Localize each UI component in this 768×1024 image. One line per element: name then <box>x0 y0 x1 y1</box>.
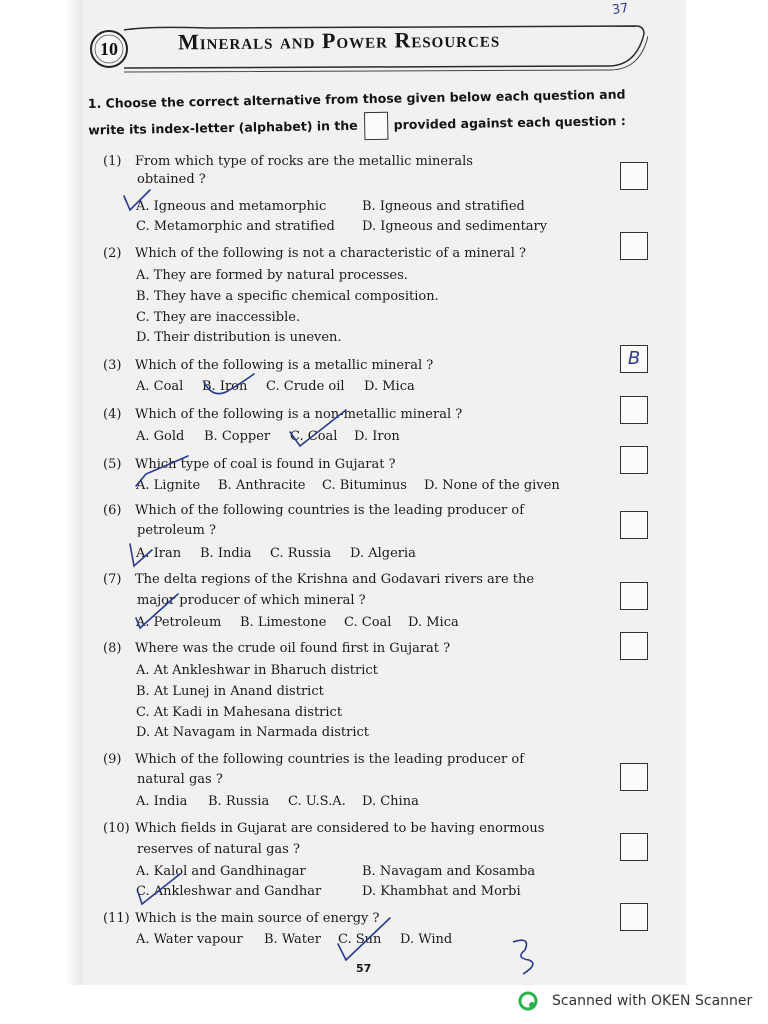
answer-box[interactable] <box>620 511 648 539</box>
answer-box[interactable] <box>620 162 648 190</box>
question-text-cont: major producer of which mineral ? <box>137 593 366 608</box>
question-6 <box>103 501 524 521</box>
option-c[interactable]: C. Crude oil <box>266 379 345 394</box>
options-row <box>136 930 452 950</box>
question-text-cont: obtained ? <box>137 172 206 187</box>
answer-box[interactable] <box>620 396 648 424</box>
question-8 <box>103 639 450 659</box>
option-d[interactable]: D. Iron <box>354 429 400 444</box>
question-number: (7) <box>103 572 122 587</box>
option-c[interactable]: C. Coal <box>290 429 338 444</box>
answer-box[interactable] <box>620 582 648 610</box>
option-a[interactable]: A. They are formed by natural processes. <box>136 268 408 283</box>
option-a[interactable]: A. Water vapour <box>136 932 243 947</box>
option-c[interactable]: C. Coal <box>344 615 392 630</box>
option-b[interactable]: B. Copper <box>204 429 271 444</box>
question-text: Which is the main source of energy ? <box>135 911 380 926</box>
question-9 <box>103 750 524 770</box>
question-text: Which type of coal is found in Gujarat ? <box>135 457 396 472</box>
question-11 <box>103 909 380 929</box>
option-d[interactable]: D. Mica <box>408 615 459 630</box>
page-margin <box>0 0 82 985</box>
oken-logo-icon <box>518 991 538 1011</box>
question-1 <box>103 152 473 172</box>
question-number: (9) <box>103 752 122 767</box>
answer-box[interactable] <box>620 446 648 474</box>
handwritten-scribble <box>505 932 545 982</box>
answer-box[interactable] <box>620 632 648 660</box>
options-row <box>136 476 560 496</box>
question-number: (1) <box>103 154 122 169</box>
question-number: (8) <box>103 641 122 656</box>
option-b[interactable]: B. They have a specific chemical composition. <box>136 289 439 304</box>
answer-box[interactable] <box>620 763 648 791</box>
option-c[interactable]: C. They are inaccessible. <box>136 310 301 325</box>
option-c[interactable]: C. Ankleshwar and Gandhar <box>136 884 322 899</box>
option-c[interactable]: C. U.S.A. <box>288 794 346 809</box>
question-4 <box>103 405 462 425</box>
question-7 <box>103 570 534 590</box>
question-text: Which of the following countries is the leading producer of <box>135 752 525 767</box>
scanner-footer <box>518 990 752 1012</box>
answer-box-sample <box>363 112 387 140</box>
chapter-header <box>88 22 648 76</box>
page-number: 57 <box>356 962 372 975</box>
option-c[interactable]: C. Bituminus <box>322 478 407 493</box>
question-text: The delta regions of the Krishna and Godavari rivers are the <box>135 572 535 587</box>
options-row <box>136 197 525 217</box>
option-d[interactable]: D. Khambhat and Morbi <box>362 884 521 899</box>
option-b[interactable]: B. Limestone <box>240 615 327 630</box>
question-text: Which of the following is not a characteristic of a mineral ? <box>135 246 526 261</box>
question-text: Which fields in Gujarat are considered to be having enormous <box>135 821 545 836</box>
option-b[interactable]: B. Anthracite <box>218 478 306 493</box>
instruction-text-a: write its index-letter (alphabet) in the <box>88 117 358 138</box>
answer-box[interactable]: B <box>620 345 648 373</box>
question-10 <box>103 819 544 839</box>
handwritten-page-mark: 37 <box>611 0 630 19</box>
option-c[interactable]: C. Russia <box>270 546 332 561</box>
option-d[interactable]: D. At Navagam in Narmada district <box>136 725 370 740</box>
question-number: (11) <box>103 911 130 926</box>
chapter-title: Minerals and Power Resources <box>177 26 501 55</box>
option-a[interactable]: A. Lignite <box>136 478 201 493</box>
options-row <box>136 217 547 237</box>
instruction-text-b: provided against each question : <box>393 113 626 133</box>
question-text: Which of the following is a metallic mineral ? <box>135 358 434 373</box>
question-number: (10) <box>103 821 130 836</box>
option-c[interactable]: C. Metamorphic and stratified <box>136 219 335 234</box>
option-d[interactable]: D. Their distribution is uneven. <box>136 330 342 345</box>
question-text: Which of the following is a non-metallic mineral ? <box>135 407 463 422</box>
option-b[interactable]: B. Igneous and stratified <box>362 199 525 214</box>
option-a[interactable]: A. Petroleum <box>136 615 222 630</box>
question-2 <box>103 244 526 264</box>
option-d[interactable]: D. None of the given <box>424 478 560 493</box>
instruction <box>88 81 659 145</box>
option-b[interactable]: B. India <box>200 546 252 561</box>
option-b[interactable]: B. At Lunej in Anand district <box>136 684 324 699</box>
option-d[interactable]: D. Mica <box>364 379 415 394</box>
options-row <box>136 613 459 633</box>
option-d[interactable]: D. Igneous and sedimentary <box>362 219 548 234</box>
options-row <box>136 544 416 564</box>
options-row <box>136 862 535 882</box>
option-c[interactable]: C. At Kadi in Mahesana district <box>136 705 343 720</box>
question-text-cont: reserves of natural gas ? <box>137 842 300 857</box>
option-a[interactable]: A. Kalol and Gandhinagar <box>136 864 306 879</box>
option-a[interactable]: A. Gold <box>136 429 185 444</box>
options-row <box>136 792 419 812</box>
option-a[interactable]: A. India <box>136 794 188 809</box>
question-number: (3) <box>103 358 122 373</box>
question-text: Which of the following countries is the leading producer of <box>135 503 525 518</box>
option-d[interactable]: D. Wind <box>400 932 453 947</box>
options-row <box>136 427 400 447</box>
option-a[interactable]: A. Igneous and metamorphic <box>136 199 327 214</box>
question-number: (6) <box>103 503 122 518</box>
question-number: (2) <box>103 246 122 261</box>
question-5 <box>103 455 396 475</box>
option-b[interactable]: B. Water <box>264 932 321 947</box>
options-row <box>136 882 521 902</box>
option-a[interactable]: A. Coal <box>136 379 184 394</box>
option-d[interactable]: D. Algeria <box>350 546 416 561</box>
question-text-cont: petroleum ? <box>137 523 216 538</box>
option-d[interactable]: D. China <box>362 794 419 809</box>
answer-box[interactable] <box>620 232 648 260</box>
question-text: From which type of rocks are the metallic minerals <box>135 154 473 169</box>
answer-box[interactable] <box>620 903 648 931</box>
question-text-cont: natural gas ? <box>137 772 223 787</box>
option-b[interactable]: B. Iron <box>202 379 248 394</box>
answer-box[interactable] <box>620 833 648 861</box>
option-a[interactable]: A. Iran <box>136 546 182 561</box>
option-b[interactable]: B. Navagam and Kosamba <box>362 864 536 879</box>
instruction-line-1: 1. Choose the correct alternative from those given below each question and <box>87 86 626 111</box>
question-number: (5) <box>103 457 122 472</box>
chapter-number: 10 <box>100 39 118 59</box>
scanner-watermark-text: Scanned with OKEN Scanner <box>552 993 753 1009</box>
option-a[interactable]: A. At Ankleshwar in Bharuch district <box>136 663 378 678</box>
question-3 <box>103 356 433 376</box>
option-c[interactable]: C. Sun <box>338 932 382 947</box>
question-text: Where was the crude oil found first in Gujarat ? <box>135 641 451 656</box>
option-b[interactable]: B. Russia <box>208 794 270 809</box>
options-row <box>136 377 415 397</box>
question-number: (4) <box>103 407 122 422</box>
